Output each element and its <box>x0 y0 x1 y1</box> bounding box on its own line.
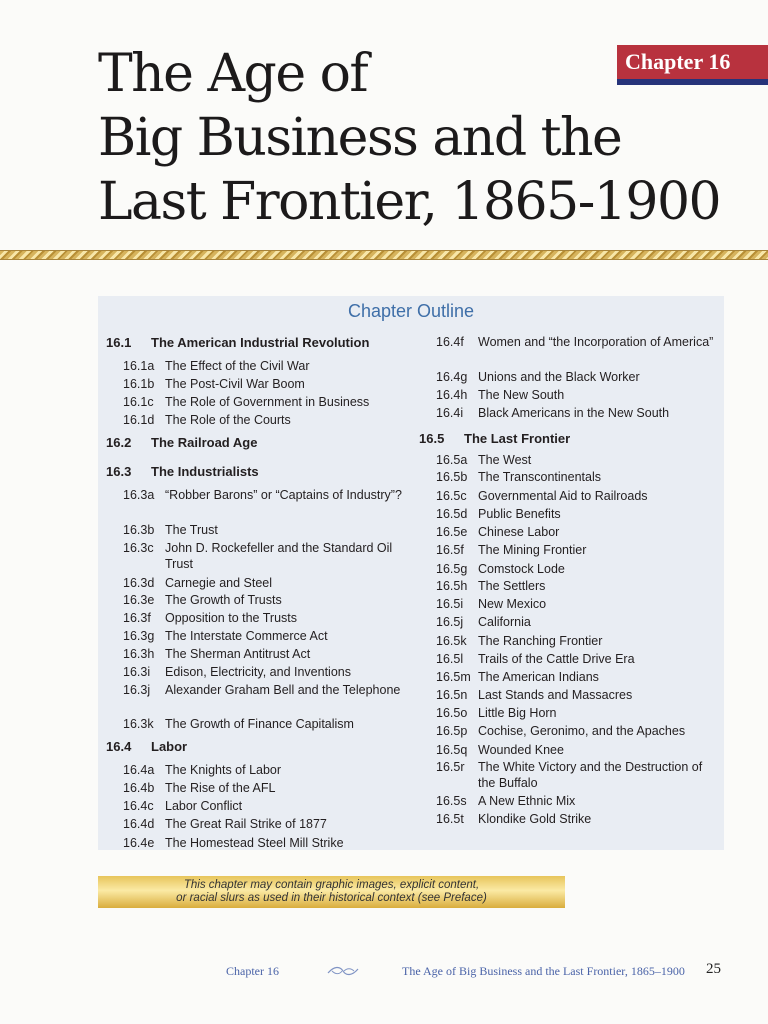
outline-item-title: Chinese Labor <box>478 525 560 539</box>
outline-item-number: 16.5b <box>436 470 468 484</box>
chapter-title-line-1: The Age of <box>98 44 368 104</box>
outline-item-number: 16.5t <box>436 812 464 826</box>
outline-item-title: Comstock Lode <box>478 562 565 576</box>
outline-item-title: Trails of the Cattle Drive Era <box>478 652 635 666</box>
outline-item-title: John D. Rockefeller and the Standard Oil Trust <box>165 541 393 571</box>
outline-item-title: The Role of Government in Business <box>165 395 370 409</box>
outline-item-number: 16.3h <box>123 647 155 661</box>
outline-item-number: 16.3i <box>123 665 151 679</box>
footer-chapter: Chapter 16 <box>226 964 279 978</box>
outline-section-number: 16.3 <box>106 464 132 479</box>
outline-item-number: 16.5r <box>436 760 465 774</box>
outline-item-number: 16.5m <box>436 670 471 684</box>
chapter-outline <box>98 296 724 850</box>
outline-item-title: The Transcontinentals <box>478 470 601 484</box>
outline-item-title: The Post-Civil War Boom <box>165 377 305 391</box>
outline-item-number: 16.3g <box>123 629 155 643</box>
outline-item-title: Cochise, Geronimo, and the Apaches <box>478 724 686 738</box>
chapter-title-line-3: Last Frontier, 1865-1900 <box>98 172 721 232</box>
outline-item-number: 16.1d <box>123 413 155 427</box>
outline-item-number: 16.4h <box>436 388 468 402</box>
outline-item-title: Opposition to the Trusts <box>165 611 298 625</box>
outline-item-number: 16.5i <box>436 597 464 611</box>
outline-section-title: The American Industrial Revolution <box>151 335 370 350</box>
outline-item-number: 16.4g <box>436 370 468 384</box>
outline-item-title: The Mining Frontier <box>478 543 587 557</box>
outline-item-title: The Growth of Finance Capitalism <box>165 717 354 731</box>
outline-item-title: New Mexico <box>478 597 547 611</box>
outline-title: Chapter Outline <box>347 301 475 321</box>
outline-item-number: 16.4i <box>436 406 464 420</box>
outline-item-title: Unions and the Black Worker <box>478 370 640 384</box>
outline-item-title: Carnegie and Steel <box>165 576 273 590</box>
outline-section <box>106 434 257 452</box>
outline-item-title: The Homestead Steel Mill Strike <box>165 836 344 850</box>
outline-item-number: 16.4d <box>123 817 155 831</box>
outline-item-number: 16.3k <box>123 717 154 731</box>
outline-item-number: 16.5g <box>436 562 468 576</box>
chapter-title-line-2: Big Business and the <box>98 108 622 168</box>
outline-item-title: The Effect of the Civil War <box>165 359 310 373</box>
outline-item-title: “Robber Barons” or “Captains of Industry”? <box>165 488 402 502</box>
content-warning-line-2: or racial slurs as used in their historical context (see Preface) <box>176 892 487 904</box>
outline-item-number: 16.1b <box>123 377 155 391</box>
outline-item-number: 16.3j <box>123 683 151 697</box>
outline-item-number: 16.5c <box>436 489 467 503</box>
outline-item-title: The American Indians <box>478 670 599 684</box>
outline-item-number: 16.5f <box>436 543 464 557</box>
outline-item-number: 16.4a <box>123 763 155 777</box>
outline-item-number: 16.5a <box>436 453 468 467</box>
outline-item-number: 16.5k <box>436 634 467 648</box>
outline-item-title: Public Benefits <box>478 507 561 521</box>
outline-item-number: 16.5e <box>436 525 468 539</box>
outline-item-number: 16.3d <box>123 576 155 590</box>
outline-item-number: 16.5p <box>436 724 468 738</box>
outline-item-number: 16.4e <box>123 836 155 850</box>
outline-item-title: Klondike Gold Strike <box>478 812 592 826</box>
outline-item-number: 16.4b <box>123 781 155 795</box>
outline-item-title: The Settlers <box>478 579 546 593</box>
outline-item-title: Women and “the Incorporation of America” <box>478 335 714 349</box>
outline-item-number: 16.3f <box>123 611 151 625</box>
outline-item-title: Little Big Horn <box>478 706 557 720</box>
chapter-tab <box>617 45 768 85</box>
outline-item-number: 16.5l <box>436 652 464 666</box>
outline-item-title: The Interstate Commerce Act <box>165 629 328 643</box>
page-number: 25 <box>706 961 721 977</box>
outline-section-title: The Last Frontier <box>464 431 571 446</box>
outline-item-title: The New South <box>478 388 565 402</box>
outline-section-number: 16.5 <box>419 431 445 446</box>
outline-item-title: Last Stands and Massacres <box>478 688 633 702</box>
content-warning-line-1: This chapter may contain graphic images, explicit content, <box>183 879 480 891</box>
outline-item-title: The Great Rail Strike of 1877 <box>165 817 327 831</box>
outline-item-title: Wounded Knee <box>478 743 564 757</box>
outline-item-number: 16.4c <box>123 799 154 813</box>
outline-item-title: Governmental Aid to Railroads <box>478 489 648 503</box>
outline-item-number: 16.3b <box>123 523 155 537</box>
outline-item-title: Alexander Graham Bell and the Telephone <box>165 683 401 697</box>
outline-item-title: Edison, Electricity, and Inventions <box>165 665 351 679</box>
outline-item-number: 16.3c <box>123 541 154 555</box>
outline-item-title: The Knights of Labor <box>165 763 282 777</box>
outline-item-title: The West <box>478 453 532 467</box>
outline-section-title: The Railroad Age <box>151 435 258 450</box>
outline-item-title: Black Americans in the New South <box>478 406 670 420</box>
outline-item-number: 16.1c <box>123 395 154 409</box>
outline-section <box>106 738 187 756</box>
outline-section <box>106 463 259 481</box>
outline-section-title: Labor <box>151 739 188 754</box>
outline-section-number: 16.4 <box>106 739 132 754</box>
outline-item-title: The Sherman Antitrust Act <box>165 647 311 661</box>
rope-divider <box>0 250 768 260</box>
outline-item-number: 16.3a <box>123 488 155 502</box>
outline-item-title: Labor Conflict <box>165 799 243 813</box>
outline-item-title: The White Victory and the Destruction of the Buffalo <box>478 760 703 790</box>
outline-item-number: 16.5h <box>436 579 468 593</box>
outline-section-number: 16.1 <box>106 335 132 350</box>
outline-item-number: 16.5n <box>436 688 468 702</box>
outline-item-number: 16.5j <box>436 615 464 629</box>
outline-section-number: 16.2 <box>106 435 132 450</box>
footer-title: The Age of Big Business and the Last Frontier, 1865–1900 <box>402 964 685 978</box>
outline-item-number: 16.3e <box>123 593 155 607</box>
outline-item-title: A New Ethnic Mix <box>478 794 576 808</box>
outline-item-number: 16.5s <box>436 794 467 808</box>
outline-item-title: California <box>478 615 531 629</box>
outline-item-title: The Trust <box>165 523 218 537</box>
outline-item-number: 16.4f <box>436 335 464 349</box>
outline-item-number: 16.1a <box>123 359 155 373</box>
outline-section-title: The Industrialists <box>151 464 259 479</box>
content-warning-banner <box>98 876 565 908</box>
outline-item-number: 16.5o <box>436 706 468 720</box>
outline-item-number: 16.5d <box>436 507 468 521</box>
chapter-label: Chapter 16 <box>617 45 768 79</box>
outline-item-title: The Role of the Courts <box>165 413 291 427</box>
outline-section <box>419 430 570 448</box>
outline-section <box>106 334 369 352</box>
outline-item-title: The Ranching Frontier <box>478 634 603 648</box>
flourish-ornament-icon <box>326 964 360 978</box>
chapter-tab-underline <box>617 79 768 85</box>
outline-item-number: 16.5q <box>436 743 468 757</box>
outline-item-title: The Growth of Trusts <box>165 593 282 607</box>
outline-item-title: The Rise of the AFL <box>165 781 276 795</box>
